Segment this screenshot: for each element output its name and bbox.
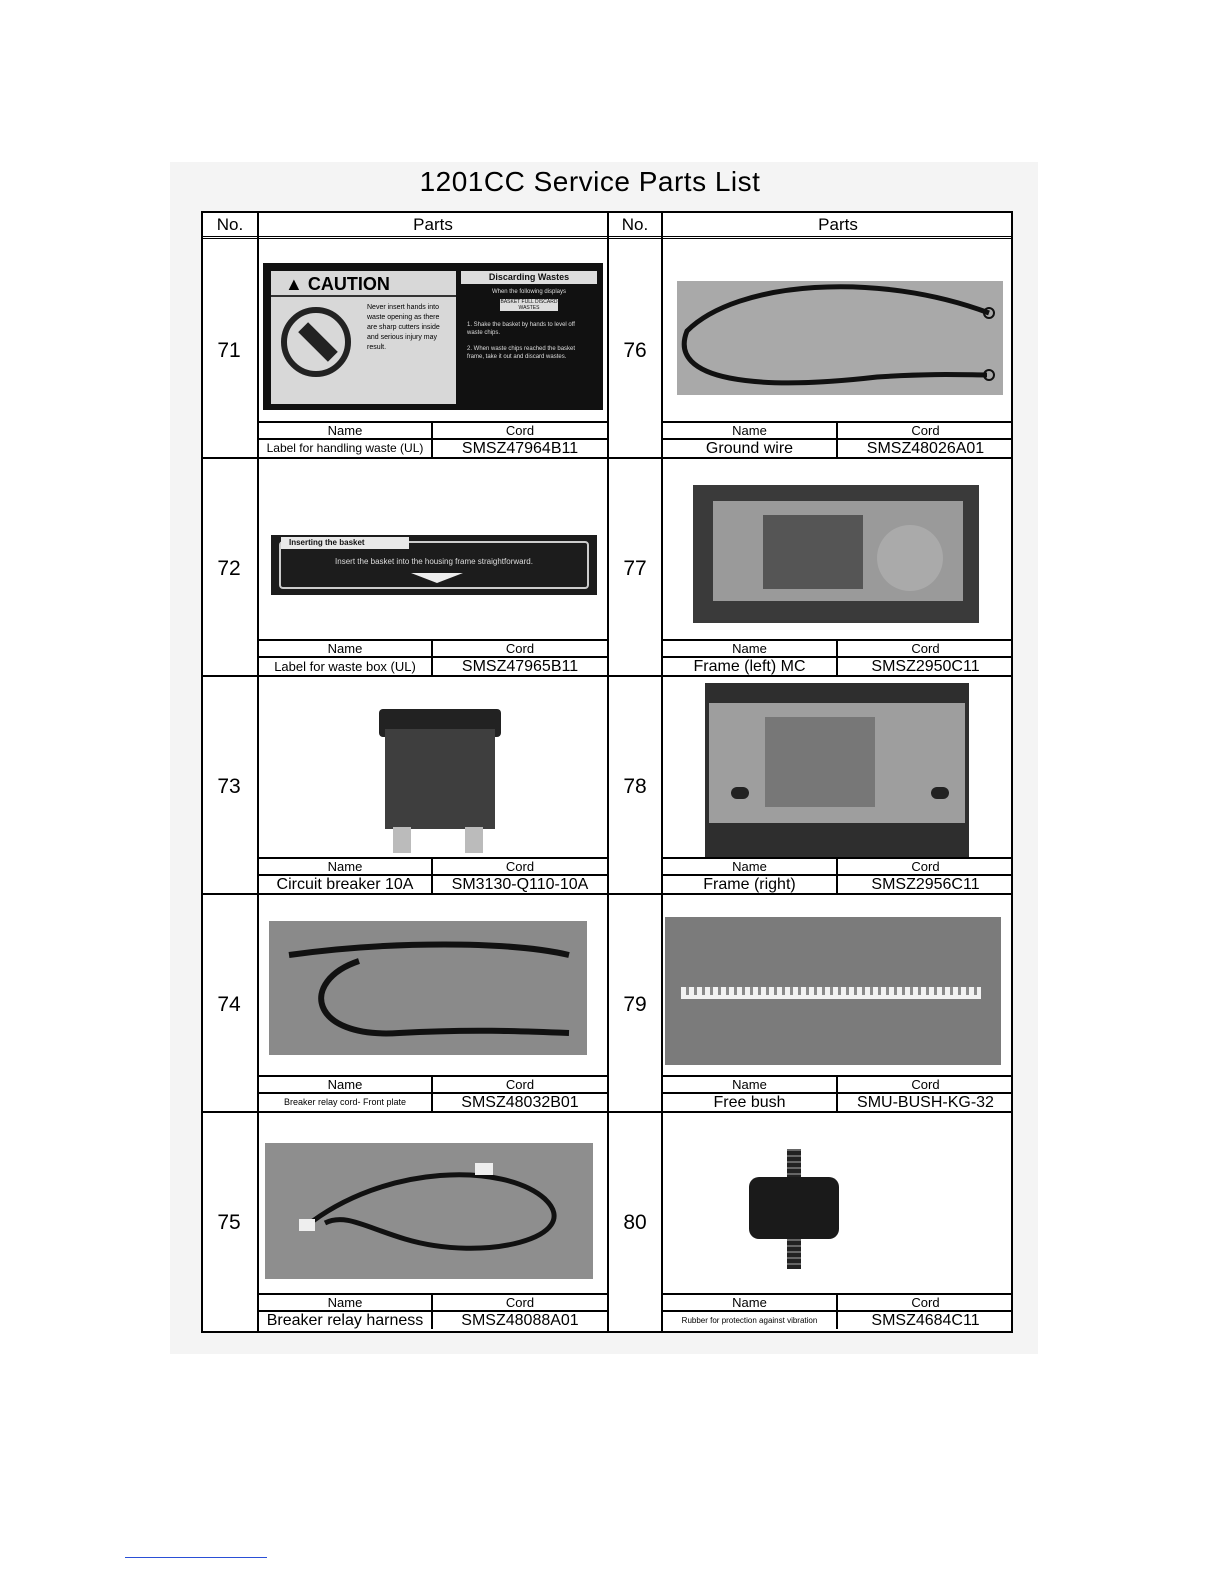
part-name: Label for waste box (UL): [259, 658, 433, 675]
table-row: [203, 241, 1011, 459]
part-cell: [663, 241, 1013, 457]
part-name: Frame (left) MC: [663, 658, 838, 675]
cord-header: Cord: [911, 1077, 940, 1092]
name-cord-table: [259, 857, 607, 893]
part-cord: SMSZ48088A01: [461, 1312, 579, 1329]
caution-text: Never insert hands into waste opening as there are sharp cutters inside and serious injury may result.: [367, 304, 440, 351]
part-cord: SM3130-Q110-10A: [451, 876, 589, 893]
name-cord-table: [259, 1075, 607, 1111]
item-number: 74: [217, 993, 241, 1016]
discard-step2: 2. When waste chips reached the basket frame, take it out and discard wastes.: [467, 346, 576, 360]
part-name: Free bush: [663, 1094, 838, 1111]
page-title: 1201CC Service Parts List: [419, 166, 761, 197]
name-cord-table: [259, 639, 607, 675]
down-arrow-icon: [411, 573, 463, 583]
name-header: Name: [259, 859, 433, 874]
harness-shape: [265, 1143, 593, 1279]
part-cord: SMSZ47965B11: [461, 658, 579, 675]
relay-cord-image: [269, 921, 587, 1055]
item-number: 77: [623, 557, 647, 580]
part-cell: [259, 677, 607, 893]
cord-header: Cord: [505, 1077, 535, 1092]
part-cell: [663, 895, 1013, 1111]
cord-header: Cord: [911, 1295, 940, 1310]
part-name: Rubber for protection against vibration: [663, 1312, 838, 1329]
part-cord: SMU-BUSH-KG-32: [857, 1094, 994, 1111]
discard-badge: BASKET FULL DISCARD WASTES: [500, 299, 558, 311]
basket-label-heading: Inserting the basket: [281, 537, 409, 549]
relay-harness-image: [265, 1143, 593, 1279]
table-row: [203, 895, 1011, 1113]
name-cord-table: [663, 1075, 1013, 1111]
cord-header: Cord: [911, 423, 940, 438]
part-cell: [259, 895, 607, 1111]
col-parts-left: Parts: [259, 213, 607, 239]
name-cord-table: [259, 421, 607, 457]
cord-header: Cord: [505, 859, 535, 874]
part-name: Circuit breaker 10A: [259, 876, 433, 893]
name-header: Name: [259, 1295, 433, 1310]
cord-header: Cord: [505, 423, 535, 438]
item-number: 79: [623, 993, 647, 1016]
part-cell: [259, 459, 607, 675]
part-name: Breaker relay harness: [259, 1312, 433, 1329]
part-cell: [663, 459, 1013, 675]
part-cord: SMSZ48026A01: [866, 440, 985, 457]
col-no-left: No.: [203, 213, 257, 239]
part-cell: [259, 241, 607, 457]
name-cord-table: [663, 857, 1013, 893]
discard-panel: [461, 271, 597, 404]
item-number: 73: [217, 775, 241, 798]
part-cord: SMSZ48032B01: [461, 1094, 579, 1111]
part-cell: [259, 1113, 607, 1329]
item-number: 72: [217, 557, 241, 580]
frame-left-image: [693, 485, 979, 623]
name-header: Name: [663, 1077, 838, 1092]
name-cord-table: [663, 1293, 1013, 1329]
cord-header: Cord: [911, 641, 940, 656]
name-cord-table: [663, 639, 1013, 675]
discard-step1: 1. Shake the basket by hands to level off waste chips.: [467, 322, 575, 336]
free-bush-image: [665, 917, 1001, 1065]
item-number: 76: [623, 339, 647, 362]
part-cord: SMSZ4684C11: [871, 1312, 980, 1329]
part-name: Ground wire: [663, 440, 838, 457]
name-header: Name: [663, 1295, 838, 1310]
item-number: 80: [623, 1211, 647, 1234]
cord-header: Cord: [911, 859, 940, 874]
name-header: Name: [259, 641, 433, 656]
part-cell: [663, 1113, 1013, 1329]
basket-label-text: Insert the basket into the housing frame straightforward.: [335, 557, 533, 566]
name-header: Name: [663, 641, 838, 656]
wire-shape: [677, 281, 1003, 395]
name-header: Name: [663, 859, 838, 874]
cord-header: Cord: [505, 641, 535, 656]
item-number: 75: [217, 1211, 241, 1234]
part-name: Breaker relay cord- Front plate: [259, 1094, 433, 1111]
part-cord: SMSZ2956C11: [871, 876, 980, 893]
rubber-mount-image: [663, 1117, 943, 1295]
cord-header: Cord: [505, 1295, 535, 1310]
name-cord-table: [259, 1293, 607, 1329]
discard-intro: When the following displays: [491, 289, 567, 295]
basket-label-image: [271, 535, 597, 595]
col-no-right: No.: [609, 213, 661, 239]
frame-right-image: [705, 683, 969, 859]
footnote-rule: [125, 1557, 267, 1558]
table-row: [203, 1113, 1011, 1331]
col-parts-right: Parts: [663, 213, 1013, 239]
part-cord: SMSZ2950C11: [871, 658, 980, 675]
caution-panel: ▲ CAUTION Never insert hands into waste opening as there are sharp cutters inside and serious injury may result.: [271, 271, 456, 404]
item-number: 78: [623, 775, 647, 798]
part-name: Label for handling waste (UL): [259, 440, 433, 457]
name-header: Name: [663, 423, 838, 438]
ground-wire-image: [677, 281, 1003, 395]
caution-heading: CAUTION: [307, 274, 390, 294]
part-cell: [663, 677, 1013, 893]
name-header: Name: [259, 423, 433, 438]
cord-shape: [269, 921, 587, 1055]
part-cord: SMSZ47964B11: [461, 440, 579, 457]
table-row: [203, 459, 1011, 677]
parts-table: [201, 211, 1013, 1333]
part-name: Frame (right): [663, 876, 838, 893]
discard-title: Discarding Wastes: [461, 271, 597, 284]
table-row: [203, 677, 1011, 895]
no-hands-icon: [281, 307, 351, 377]
name-cord-table: [663, 421, 1013, 457]
circuit-breaker-image: [371, 707, 501, 857]
item-number: 71: [217, 339, 241, 362]
name-header: Name: [259, 1077, 433, 1092]
caution-label-image: [263, 263, 603, 410]
